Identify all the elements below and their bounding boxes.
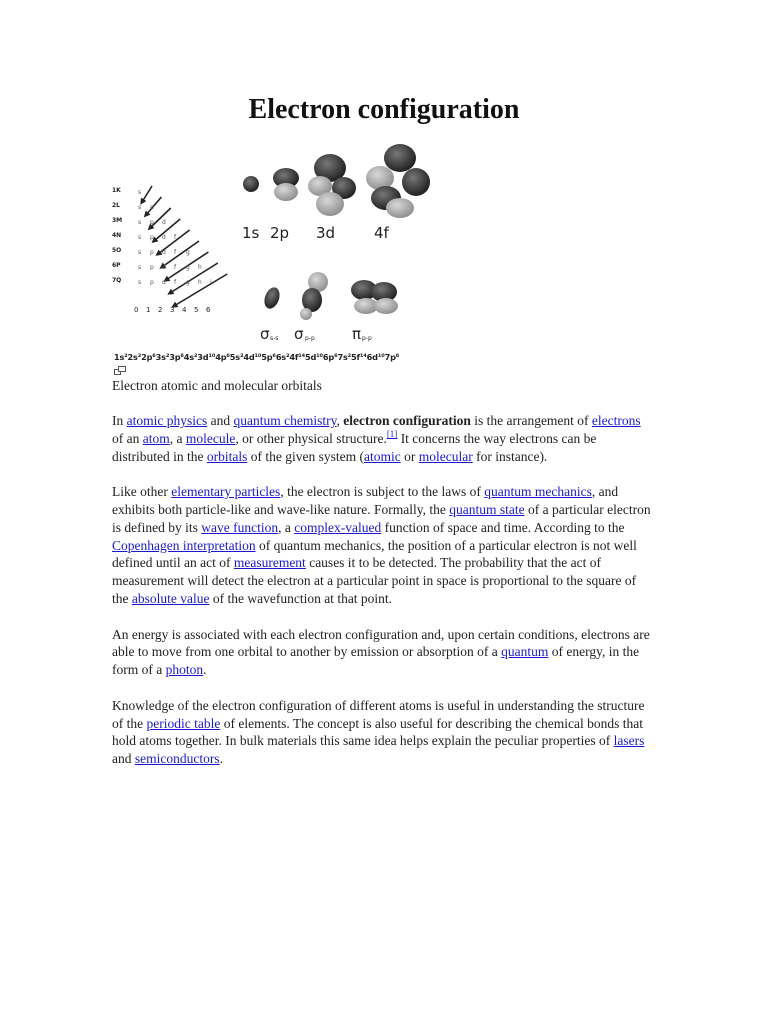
- text: , a: [169, 430, 186, 446]
- text: , and exhibits both particle-like and wave-like nature. Formally, the: [112, 484, 619, 517]
- text: of a particular electron is defined by its: [112, 501, 651, 535]
- orbital-label-1s: 1s: [242, 224, 260, 242]
- madelung-col-label: 4: [182, 306, 187, 314]
- madelung-subshell: s: [138, 204, 142, 211]
- text: of the wavefunction at that point.: [209, 590, 393, 606]
- madelung-subshell: f: [174, 234, 177, 241]
- text: of energy, in the form of a: [112, 644, 640, 678]
- madelung-subshell: d: [162, 264, 166, 271]
- paragraph-energy: [112, 626, 652, 679]
- orbital-label-sigma-ss-sub: s-s: [270, 335, 279, 342]
- madelung-subshell: d: [162, 279, 166, 286]
- madelung-subshell: h: [198, 264, 202, 271]
- madelung-subshell: p: [150, 279, 154, 286]
- link-electrons[interactable]: electrons: [591, 413, 641, 428]
- text: for instance).: [472, 448, 548, 464]
- madelung-subshell: d: [162, 219, 166, 226]
- madelung-row-label: 1K: [112, 187, 121, 194]
- link-atom[interactable]: atom: [142, 430, 170, 446]
- madelung-subshell: i: [210, 279, 212, 286]
- electron-config-sequence: 1s²2s²2p⁶3s²3p⁶4s²3d¹⁰4p⁶5s²4d¹⁰5p⁶6s²4f¹⁴5d¹⁰6p⁶7s²5f¹⁴6d¹⁰7p⁶: [114, 352, 400, 362]
- text: of the given system (: [247, 448, 364, 464]
- article-body: [112, 412, 652, 786]
- paragraph-quantum: [112, 483, 652, 608]
- madelung-subshell: p: [150, 204, 154, 211]
- link-copenhagen-interpretation[interactable]: Copenhagen interpretation: [112, 537, 256, 553]
- madelung-subshell: p: [150, 219, 154, 226]
- madelung-subshell: d: [162, 249, 166, 256]
- madelung-row-label: 4N: [112, 232, 122, 239]
- link-lasers[interactable]: lasers: [613, 733, 645, 749]
- madelung-col-label: 0: [134, 306, 139, 314]
- enlarge-icon[interactable]: [114, 366, 126, 376]
- link-photon[interactable]: photon: [165, 662, 204, 678]
- madelung-row-label: 7Q: [112, 277, 122, 284]
- link-absolute-value[interactable]: absolute value: [131, 590, 210, 606]
- orbital-label-sigma-ss: σ: [260, 325, 270, 343]
- text: and: [207, 413, 234, 428]
- madelung-arrow: [142, 186, 152, 202]
- text: .: [203, 662, 207, 678]
- link-atomic-physics[interactable]: atomic physics: [126, 413, 208, 428]
- paragraph-knowledge: [112, 697, 652, 768]
- orbital-1s-shape: [243, 176, 259, 192]
- madelung-subshell: f: [174, 264, 177, 271]
- link-complex-valued[interactable]: complex-valued: [294, 519, 382, 535]
- madelung-col-label: 1: [146, 306, 151, 314]
- orbital-label-2p: 2p: [270, 224, 290, 242]
- orbital-shapes: [240, 142, 540, 352]
- madelung-col-label: 5: [194, 306, 199, 314]
- orbital-label-sigma-pp-sub: p-p: [305, 335, 315, 342]
- link-quantum[interactable]: quantum: [501, 644, 549, 660]
- orbital-2p-shape: [273, 168, 299, 201]
- orbital-3d-shape: [308, 154, 356, 216]
- link-molecular[interactable]: molecular: [418, 448, 473, 464]
- madelung-subshell: g: [186, 249, 190, 256]
- text: Like other: [112, 484, 172, 500]
- madelung-arrow: [154, 219, 180, 241]
- madelung-row-label: 6P: [112, 262, 121, 269]
- text: of elements. The concept is also useful for describing the chemical bonds that hold atoms together. In bulk materials this same idea helps explain the peculiar properties of: [112, 715, 643, 749]
- link-atomic[interactable]: atomic: [363, 448, 401, 464]
- orbital-label-sigma-pp: σ: [294, 325, 304, 343]
- orbital-label-pi-pp-sub: p-p: [362, 335, 372, 342]
- term-bold: electron configuration: [343, 413, 471, 428]
- orbital-4f-shape: [366, 144, 430, 218]
- madelung-arrow: [170, 263, 218, 293]
- madelung-subshell: g: [186, 264, 190, 271]
- link-quantum-mechanics[interactable]: quantum mechanics: [484, 484, 592, 500]
- madelung-subshell: f: [174, 279, 177, 286]
- text: of an: [112, 430, 143, 446]
- page-title: Electron configuration: [248, 94, 520, 125]
- orbital-sigma-ss-shape: [262, 285, 283, 310]
- text: ,: [336, 413, 344, 428]
- madelung-arrow: [162, 241, 199, 267]
- madelung-subshell: s: [138, 249, 142, 256]
- madelung-subshell: d: [162, 234, 166, 241]
- orbital-sigma-pp-shape: [300, 272, 328, 320]
- link-molecule[interactable]: molecule: [185, 430, 236, 446]
- link-semiconductors[interactable]: semiconductors: [134, 751, 220, 767]
- madelung-subshell: s: [138, 264, 142, 271]
- text: , the electron is subject to the laws of: [280, 484, 485, 500]
- madelung-subshell: g: [186, 279, 190, 286]
- text: is the arrangement of: [470, 413, 592, 428]
- link-quantum-state[interactable]: quantum state: [449, 501, 525, 517]
- text: An energy is associated with each electron configuration and, upon certain conditions, electrons are able to move from one orbital to another by emission or absorption of a: [112, 626, 650, 660]
- madelung-subshell: s: [138, 219, 142, 226]
- madelung-subshell: s: [138, 279, 142, 286]
- madelung-subshell: p: [150, 249, 154, 256]
- text: In: [112, 413, 127, 428]
- madelung-row-label: 5O: [112, 247, 122, 254]
- text: , a: [278, 519, 295, 535]
- text: , or other physical structure.: [235, 430, 387, 446]
- orbital-label-pi-pp: π: [352, 325, 362, 343]
- madelung-diagram: [110, 182, 230, 322]
- link-periodic-table[interactable]: periodic table: [146, 715, 221, 731]
- madelung-subshell: p: [150, 264, 154, 271]
- madelung-subshell: s: [138, 234, 142, 241]
- madelung-subshell: f: [174, 249, 177, 256]
- text: Knowledge of the electron configuration of different atoms is useful in understanding the structure of the: [112, 697, 645, 731]
- orbital-pi-pp-shape: [351, 280, 398, 314]
- text: It concerns the way electrons can be distributed in the: [112, 430, 597, 464]
- text: or: [400, 448, 419, 464]
- madelung-subshell: s: [138, 189, 142, 196]
- link-orbitals[interactable]: orbitals: [206, 448, 248, 464]
- text: of quantum mechanics, the position of a particular electron is not well defined until an act of: [112, 537, 637, 571]
- madelung-subshell: h: [198, 279, 202, 286]
- link-elementary-particles[interactable]: elementary particles: [171, 484, 281, 500]
- paragraph-intro: [112, 412, 652, 465]
- link-quantum-chemistry[interactable]: quantum chemistry: [233, 413, 337, 428]
- orbital-label-3d: 3d: [316, 224, 336, 242]
- madelung-row-label: 2L: [112, 202, 120, 209]
- madelung-row-label: 3M: [112, 217, 123, 224]
- madelung-col-label: 2: [158, 306, 163, 314]
- madelung-col-label: 6: [206, 306, 211, 314]
- text: .: [219, 751, 223, 767]
- link-wave-function[interactable]: wave function: [201, 519, 279, 535]
- orbitals-figure: [110, 142, 550, 378]
- madelung-subshell: p: [150, 234, 154, 241]
- madelung-col-label: 3: [170, 306, 175, 314]
- text: function of space and time. According to the: [381, 519, 625, 535]
- link-measurement[interactable]: measurement: [233, 555, 306, 571]
- orbital-label-4f: 4f: [374, 224, 389, 242]
- figure-caption: Electron atomic and molecular orbitals: [112, 378, 322, 393]
- reference-link[interactable]: [1]: [386, 428, 398, 439]
- text: causes it to be detected. The probability that the act of measurement will detect the electron at a particular point in space is proportional to the square of the: [112, 555, 637, 606]
- text: and: [112, 751, 135, 767]
